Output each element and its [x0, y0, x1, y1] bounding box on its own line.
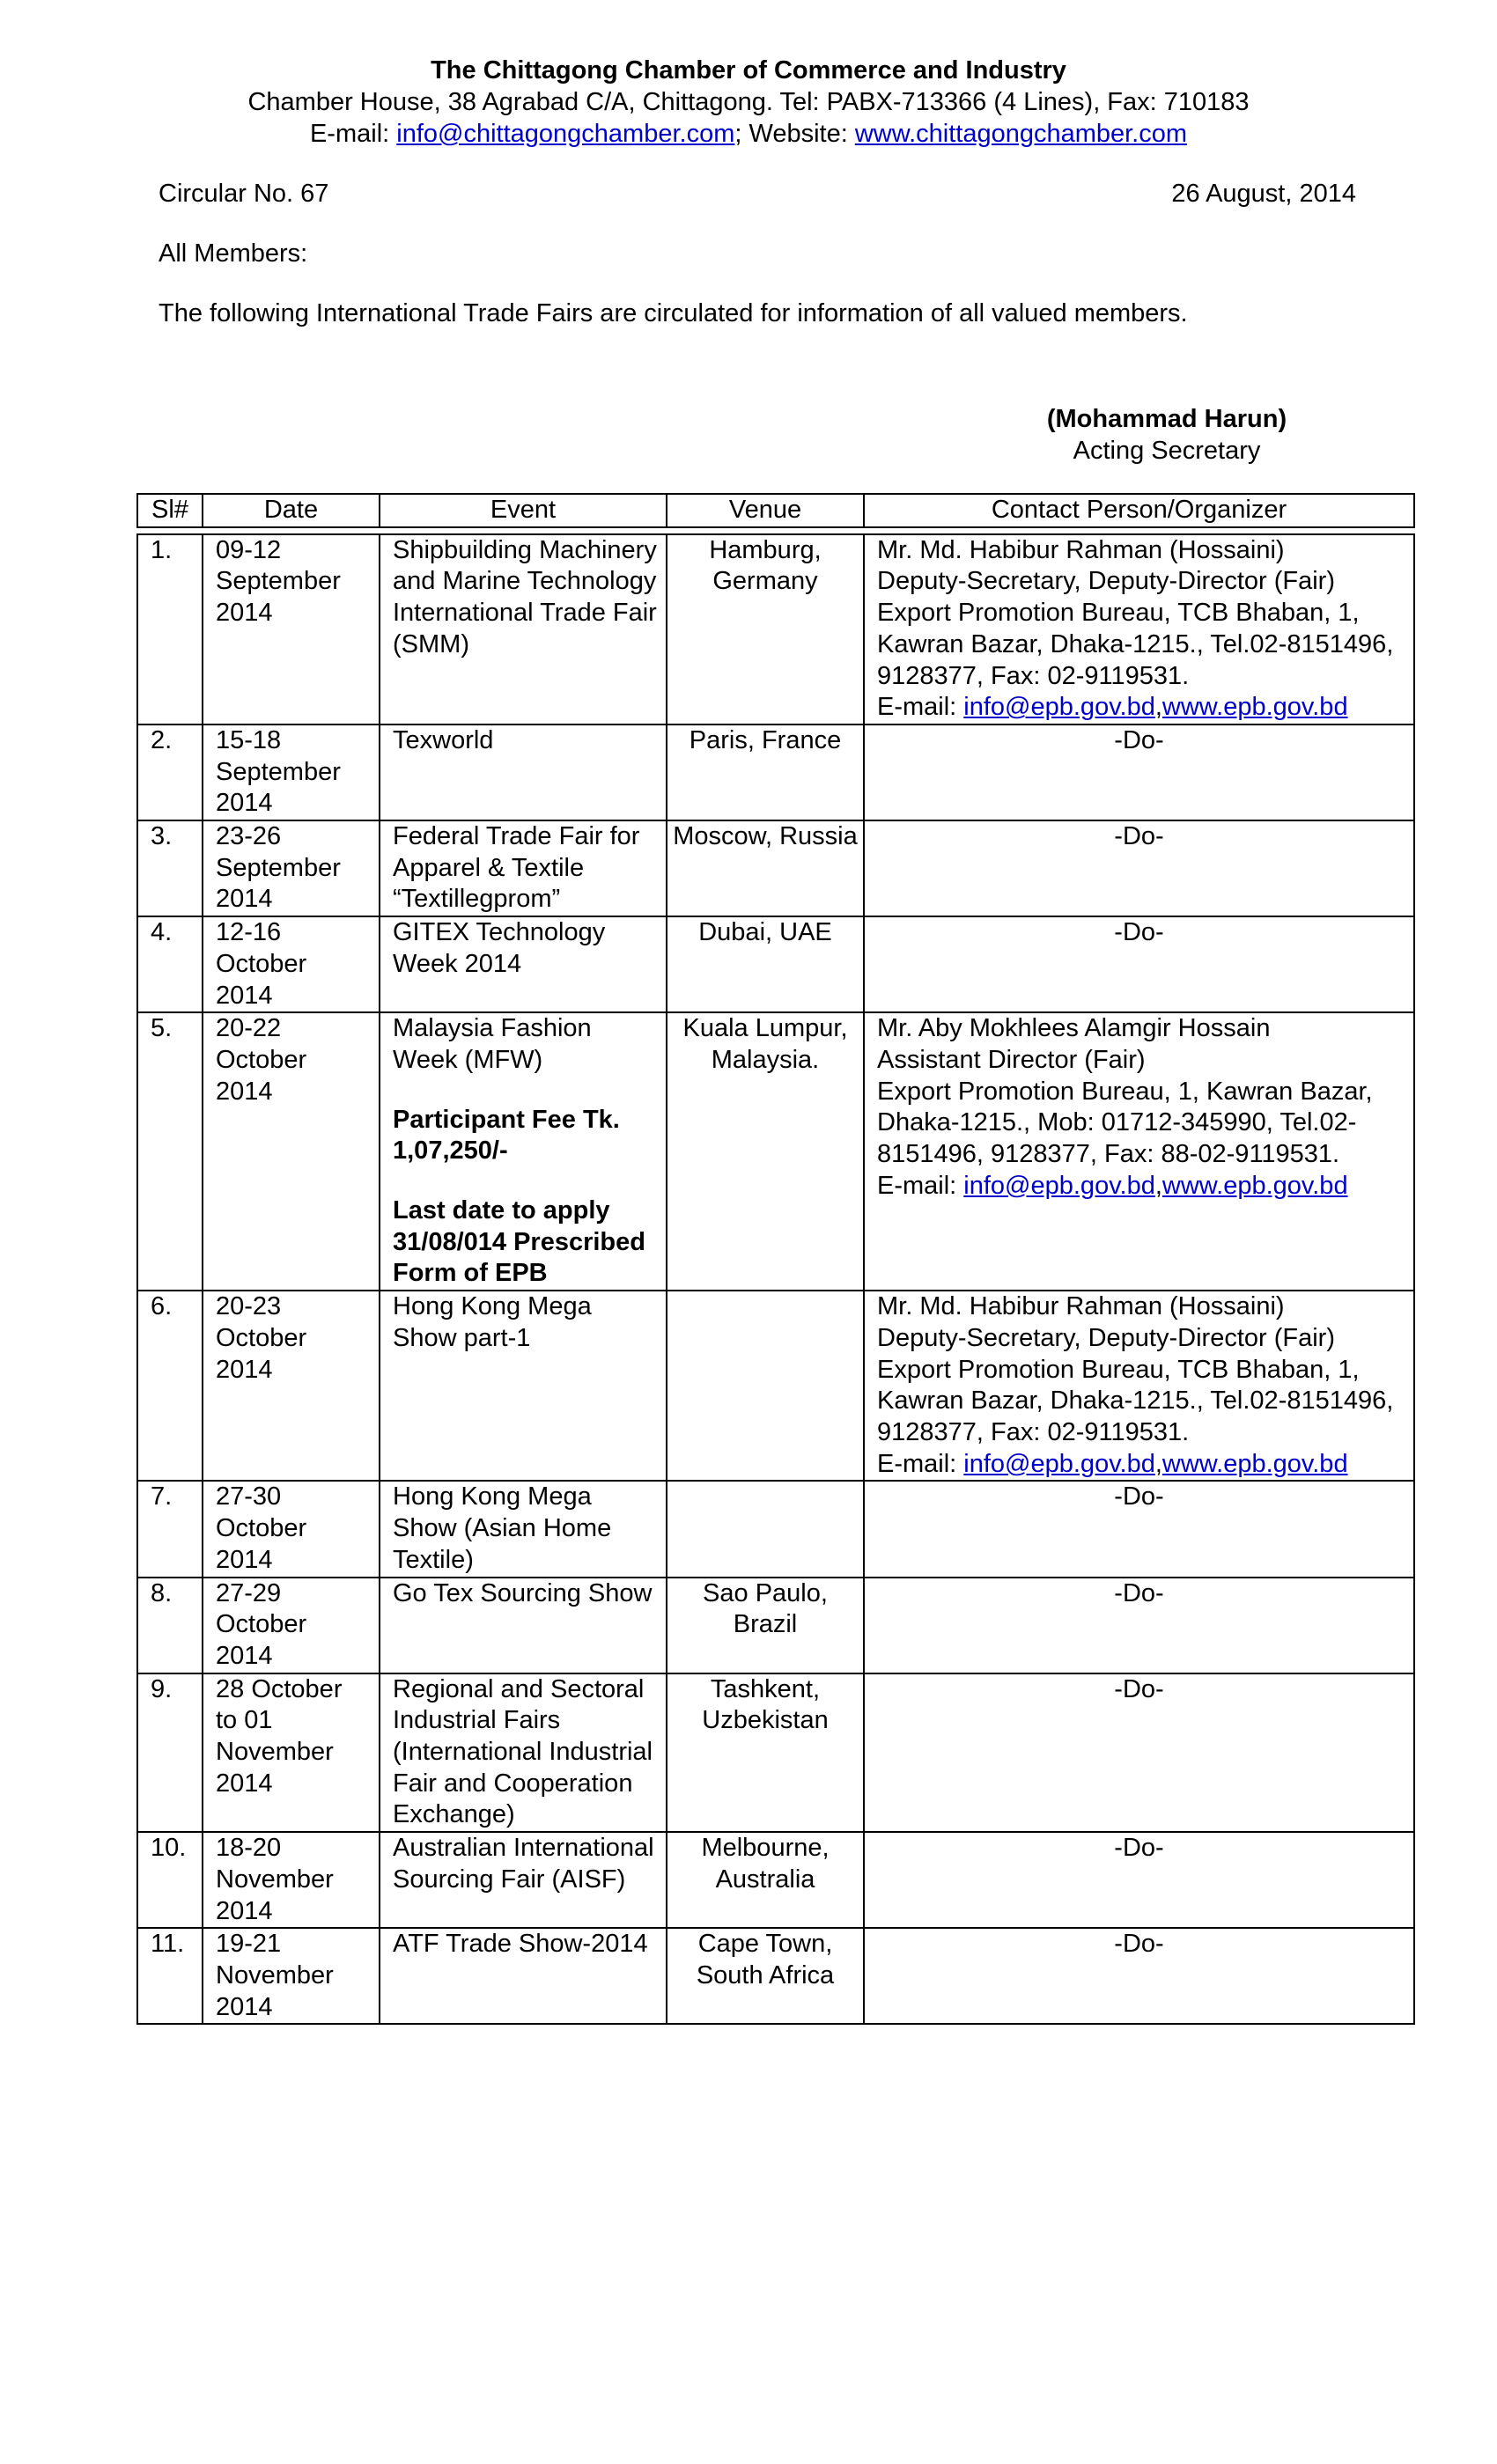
table-row [137, 724, 1414, 820]
email-link[interactable]: info@epb.gov.bd [963, 1171, 1155, 1200]
date-cell: 12-16 October 2014 [203, 916, 380, 1012]
sl-cell: 1. [137, 534, 203, 724]
table-row [137, 1291, 1414, 1481]
email-label: E-mail: [877, 1449, 964, 1478]
organization-name: The Chittagong Chamber of Commerce and Industry [431, 56, 1066, 85]
circular-date: 26 August, 2014 [1171, 180, 1356, 208]
intro-paragraph: The following International Trade Fairs are circulated for information of all valued members. [159, 299, 1188, 327]
circular-line [159, 180, 1356, 209]
signature-block [1017, 403, 1316, 467]
event-cell: Go Tex Sourcing Show [380, 1578, 667, 1673]
email-link[interactable]: info@epb.gov.bd [963, 1449, 1155, 1478]
venue-cell: Melbourne, Australia [667, 1832, 864, 1928]
header-sl: Sl# [137, 494, 203, 527]
contact-designation: Deputy-Secretary, Deputy-Director (Fair) [877, 1323, 1335, 1352]
sl-cell: 8. [137, 1578, 203, 1673]
event-cell: GITEX Technology Week 2014 [380, 916, 667, 1012]
date-cell: 20-22 October 2014 [203, 1012, 380, 1291]
header-date: Date [203, 494, 380, 527]
contact-cell [864, 1012, 1414, 1291]
contact-cell: -Do- [864, 916, 1414, 1012]
venue-cell: Paris, France [667, 724, 864, 820]
contact-line [0, 118, 1497, 150]
table-row [137, 1578, 1414, 1673]
email-label: E-mail: [309, 120, 397, 148]
date-cell: 09-12 September 2014 [203, 534, 380, 724]
venue-cell: Dubai, UAE [667, 916, 864, 1012]
date-cell: 27-29 October 2014 [203, 1578, 380, 1673]
email-link[interactable]: info@epb.gov.bd [963, 693, 1155, 722]
contact-cell: -Do- [864, 1481, 1414, 1577]
event-cell: Federal Trade Fair for Apparel & Textile “Textillegprom” [380, 820, 667, 916]
sl-cell: 5. [137, 1012, 203, 1291]
application-deadline: Last date to apply 31/08/014 Prescribed Form of EPB [393, 1196, 645, 1288]
date-cell: 18-20 November 2014 [203, 1832, 380, 1928]
web-link[interactable]: www.epb.gov.bd [1161, 693, 1348, 722]
event-cell: Regional and Sectoral Industrial Fairs (International Industrial Fair and Cooperation Exchange) [380, 1673, 667, 1833]
sl-cell: 3. [137, 820, 203, 916]
date-cell: 15-18 September 2014 [203, 724, 380, 820]
sl-cell: 4. [137, 916, 203, 1012]
contact-address: Export Promotion Bureau, TCB Bhaban, 1, Kawran Bazar, Dhaka-1215., Tel.02-8151496, 9128377, Fax: 02-9119531. [877, 1355, 1394, 1446]
email-link[interactable]: info@chittagongchamber.com [396, 120, 735, 148]
salutation: All Members: [159, 239, 308, 268]
contact-email-line [877, 1449, 1405, 1481]
website-link[interactable]: www.chittagongchamber.com [854, 120, 1188, 148]
table-row [137, 916, 1414, 1012]
sl-cell: 10. [137, 1832, 203, 1928]
event-cell [380, 1012, 667, 1291]
participant-fee: Participant Fee Tk. 1,07,250/- [393, 1105, 620, 1166]
table-row [137, 1012, 1414, 1291]
sl-cell: 11. [137, 1928, 203, 2024]
table-row [137, 1673, 1414, 1833]
letterhead [0, 55, 1497, 150]
spacer [393, 1167, 657, 1195]
event-title: Malaysia Fashion Week (MFW) [393, 1014, 592, 1074]
contact-address: Export Promotion Bureau, 1, Kawran Bazar, Dhaka-1215., Mob: 01712-345990, Tel.02-8151496, 9128377, Fax: 88-02-9119531. [877, 1077, 1373, 1169]
contact-cell: -Do- [864, 1578, 1414, 1673]
contact-cell: -Do- [864, 724, 1414, 820]
date-cell: 27-30 October 2014 [203, 1481, 380, 1577]
contact-cell: -Do- [864, 820, 1414, 916]
event-cell: Hong Kong Mega Show (Asian Home Textile) [380, 1481, 667, 1577]
table-header-row [137, 494, 1414, 527]
venue-cell: Tashkent, Uzbekistan [667, 1673, 864, 1833]
sl-cell: 2. [137, 724, 203, 820]
table-row [137, 534, 1414, 724]
sl-cell: 6. [137, 1291, 203, 1481]
header-contact: Contact Person/Organizer [864, 494, 1414, 527]
date-cell: 19-21 November 2014 [203, 1928, 380, 2024]
table-row [137, 1481, 1414, 1577]
venue-cell [667, 1291, 864, 1481]
date-cell: 23-26 September 2014 [203, 820, 380, 916]
event-cell: Shipbuilding Machinery and Marine Technology International Trade Fair (SMM) [380, 534, 667, 724]
event-cell: Texworld [380, 724, 667, 820]
event-cell: ATF Trade Show-2014 [380, 1928, 667, 2024]
contact-email-line [877, 692, 1405, 724]
contact-designation: Assistant Director (Fair) [877, 1045, 1146, 1074]
venue-cell: Hamburg, Germany [667, 534, 864, 724]
venue-cell: Sao Paulo, Brazil [667, 1578, 864, 1673]
contact-address: Export Promotion Bureau, TCB Bhaban, 1, Kawran Bazar, Dhaka-1215., Tel.02-8151496, 9128377, Fax: 02-9119531. [877, 599, 1394, 690]
trade-fairs-table [136, 493, 1415, 2025]
web-link[interactable]: www.epb.gov.bd [1161, 1449, 1348, 1478]
link-separator: , [1154, 693, 1162, 722]
contact-cell [864, 1291, 1414, 1481]
contact-cell [864, 534, 1414, 724]
spacer [393, 1077, 657, 1105]
email-label: E-mail: [877, 693, 964, 722]
signatory-name: (Mohammad Harun) [1046, 405, 1287, 433]
address-line: Chamber House, 38 Agrabad C/A, Chittagong. Tel: PABX-713366 (4 Lines), Fax: 710183 [247, 88, 1250, 116]
table-row [137, 1832, 1414, 1928]
contact-cell: -Do- [864, 1673, 1414, 1833]
contact-cell: -Do- [864, 1928, 1414, 2024]
circular-number: Circular No. 67 [159, 180, 329, 208]
website-label: ; Website: [734, 120, 855, 148]
link-separator: , [1154, 1171, 1162, 1200]
sl-cell: 9. [137, 1673, 203, 1833]
email-label: E-mail: [877, 1171, 964, 1200]
event-cell: Hong Kong Mega Show part-1 [380, 1291, 667, 1481]
date-cell: 28 October to 01 November 2014 [203, 1673, 380, 1833]
contact-name: Mr. Md. Habibur Rahman (Hossaini) [877, 535, 1285, 564]
venue-cell: Moscow, Russia [667, 820, 864, 916]
contact-name: Mr. Md. Habibur Rahman (Hossaini) [877, 1292, 1285, 1321]
table-row [137, 820, 1414, 916]
venue-cell: Cape Town, South Africa [667, 1928, 864, 2024]
header-event: Event [380, 494, 667, 527]
header-gap [137, 527, 1414, 534]
date-cell: 20-23 October 2014 [203, 1291, 380, 1481]
contact-cell: -Do- [864, 1832, 1414, 1928]
web-link[interactable]: www.epb.gov.bd [1161, 1171, 1348, 1200]
contact-name: Mr. Aby Mokhlees Alamgir Hossain [877, 1014, 1271, 1043]
venue-cell: Kuala Lumpur, Malaysia. [667, 1012, 864, 1291]
event-cell: Australian International Sourcing Fair (AISF) [380, 1832, 667, 1928]
table-row [137, 1928, 1414, 2024]
link-separator: , [1154, 1449, 1162, 1478]
signatory-title: Acting Secretary [1073, 437, 1261, 465]
sl-cell: 7. [137, 1481, 203, 1577]
header-venue: Venue [667, 494, 864, 527]
venue-cell [667, 1481, 864, 1577]
contact-designation: Deputy-Secretary, Deputy-Director (Fair) [877, 567, 1335, 596]
contact-email-line [877, 1171, 1405, 1203]
